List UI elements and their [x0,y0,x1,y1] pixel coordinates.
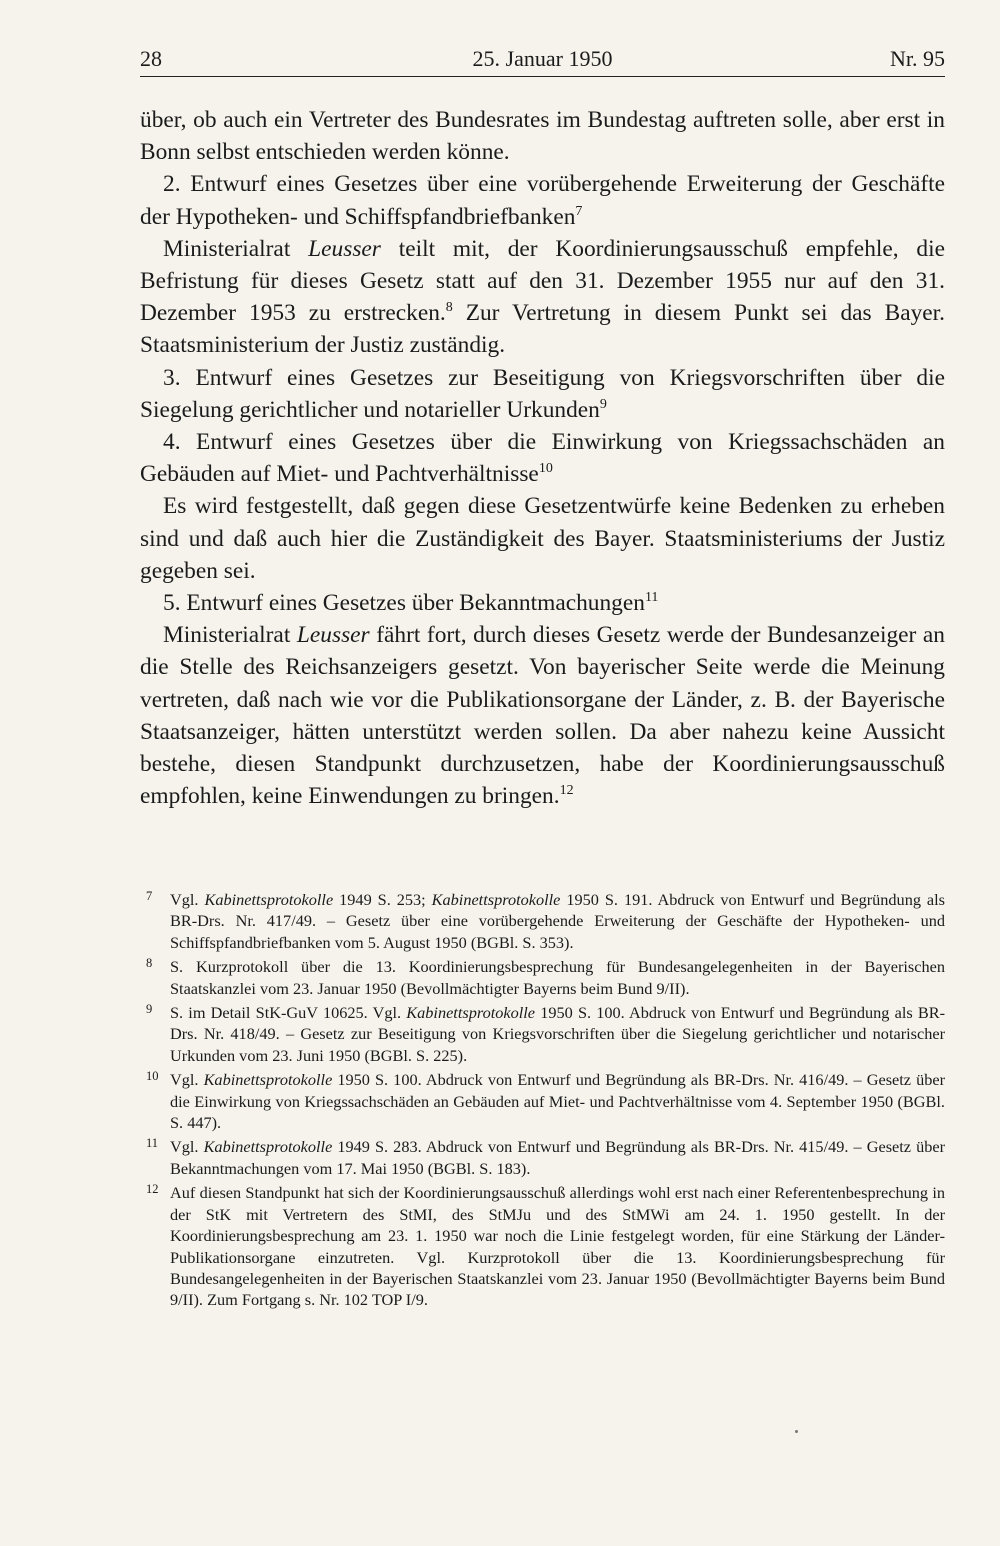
agenda-item-5 [140,587,945,619]
agenda-item-4-text: 4. Entwurf eines Gesetzes über die Einwirkung von Kriegssachschäden an Gebäuden auf Miet- und Pachtverhältnisse [140,429,945,488]
document-number: Nr. 95 [890,46,945,71]
footnote-ref-10[interactable]: 10 [538,461,553,477]
paragraph-text: fährt fort, durch dieses Gesetz werde der Bundesanzeiger an die Stelle des Reichsanzeigers gesetzt. Von bayerischer Seite werde die Meinung vertreten, daß nach wie vor die Publikationsorgane der Länder, z. B. der Bayerische Staatsanzeiger, hätten unterstützt werden sollen. Da aber nahezu keine Aussicht bestehe, diesen Standpunkt durchzusetzen, habe der Koordinierungsausschuß empfohlen, keine Einwendungen zu bringen. [140,622,945,810]
citation-title: Kabinettsprotokolle [406,1003,536,1023]
footnote-text: 1949 S. 253; [333,890,432,909]
footnote-ref-8[interactable]: 8 [445,300,453,316]
agenda-item-5-text: 5. Entwurf eines Gesetzes über Bekanntmachungen [163,590,645,617]
footnote-number: 12 [146,1182,159,1197]
footnote-ref-11[interactable]: 11 [644,590,659,606]
footnote-text: S. im Detail StK-GuV 10625. Vgl. [170,1003,407,1023]
footnote-text: Vgl. [170,890,205,909]
footnote-number: 11 [146,1136,159,1151]
footnote-text: Vgl. [170,1137,204,1157]
main-text [140,104,945,812]
footnote-10 [140,1069,945,1133]
footnote-ref-9[interactable]: 9 [599,396,607,412]
agenda-item-3-text: 3. Entwurf eines Gesetzes zur Beseitigung von Kriegsvorschriften über die Siegelung gerichtlicher und notarieller Urkunden [140,364,945,423]
footnote-number: 10 [146,1069,159,1084]
speaker-name: Leusser [296,622,370,649]
footnote-text: 1950 S. 100. Abdruck von Entwurf und Begründung als BR-Drs. Nr. 418/49. – Gesetz zur Beseitigung von Kriegsvorschriften über die Siegelung gerichtlicher und notarischer Urkunden vom 23. Juni 1950 (BGBl. S. 225). [170,1003,945,1065]
footnote-text: Auf diesen Standpunkt hat sich der Koordinierungsausschuß allerdings wohl erst nach einer Referentenbesprechung in der StK mit Vertretern des StMI, des StMJu und des StMWi am 24. 1. 1950 gestellt. In der Koordinierungsbesprechung am 23. 1. 1950 war noch die Linie festgelegt worden, für eine Stärkung der Länder-Publikationsorgane einzutreten. Vgl. Kurzprotokoll über die 13. Koordinierungsbesprechung für Bundesangelegenheiten in der Bayerischen Staatskanzlei vom 23. Januar 1950 (Bevollmächtigter Bayerns beim Bund 9/II). Zum Fortgang s. Nr. 102 TOP I/9. [170,1183,945,1310]
speaker-name: Leusser [308,235,381,262]
agenda-item-2 [140,168,945,232]
footnote-number: 8 [146,956,153,971]
footnote-8 [140,956,945,999]
citation-title: Kabinettsprotokolle [203,1137,333,1157]
paragraph-leusser-2 [140,619,945,812]
footnote-number: 7 [146,889,153,903]
footnote-number: 9 [146,1002,153,1017]
footnote-12 [140,1182,945,1310]
footnote-text: Vgl. [170,1070,204,1090]
citation-title: Kabinettsprotokolle [203,1070,333,1090]
header-date: 25. Januar 1950 [472,46,613,71]
paragraph-text: teilt mit, der Koordinierungsausschuß empfehle, die Befristung für dieses Gesetz statt auf den 31. Dezember 1955 nur auf den 31. Dezember 1953 zu erstrecken. [140,235,945,327]
footnote-text: 1950 S. 100. Abdruck von Entwurf und Begründung als BR-Drs. Nr. 416/49. – Gesetz über die Einwirkung von Kriegssachschäden an Gebäuden auf Miet- und Pachtverhältnisse vom 4. September 1950 (BGBl. S. 447). [170,1070,945,1133]
footnote-9 [140,1002,945,1066]
footnote-ref-7[interactable]: 7 [575,203,583,219]
footnote-text: S. Kurzprotokoll über die 13. Koordinierungsbesprechung für Bundesangelegenheiten in der Bayerischen Staatskanzlei vom 23. Januar 1950 (Bevollmächtigter Bayerns beim Bund 9/II). [170,957,945,998]
page-number: 28 [140,46,162,71]
citation-title: Kabinettsprotokolle [431,890,561,909]
footnote-ref-12[interactable]: 12 [559,783,574,799]
footnote-text: 1950 S. 191. Abdruck von Entwurf und Begründung als BR-Drs. Nr. 417/49. – Gesetz über eine vorübergehende Erweiterung der Geschäfte der Hypotheken- und Schiffspfandbriefbanken vom 5. August 1950 (BGBl. S. 353). [170,890,946,952]
paragraph-text: Ministerialrat [163,235,309,262]
paragraph-leusser-1 [140,233,945,362]
citation-title: Kabinettsprotokolle [204,890,334,909]
footnote-11 [140,1136,945,1179]
paragraph-continuation: über, ob auch ein Vertreter des Bundesrates im Bundestag auftreten solle, aber erst in Bonn selbst entschieden werden könne. [140,107,945,166]
paper-speck [795,1430,798,1433]
agenda-item-4 [140,426,945,490]
footnote-7 [140,889,945,953]
paragraph-text: Zur Vertretung in diesem Punkt sei das Bayer. Staatsministerium der Justiz zuständig. [140,300,946,359]
paragraph-finding: Es wird festgestellt, daß gegen diese Gesetzentwürfe keine Bedenken zu erheben sind und daß auch hier die Zuständigkeit des Bayer. Staatsministeriums der Justiz gegeben sei. [140,493,945,584]
paragraph-text: Ministerialrat [163,622,297,649]
footnotes-section [140,889,945,1314]
agenda-item-3 [140,362,945,426]
running-header [140,44,945,77]
footnote-text: 1949 S. 283. Abdruck von Entwurf und Begründung als BR-Drs. Nr. 415/49. – Gesetz über Bekanntmachungen vom 17. Mai 1950 (BGBl. S. 183). [170,1137,945,1178]
agenda-item-2-text: 2. Entwurf eines Gesetzes über eine vorübergehende Erweiterung der Geschäfte der Hypotheken- und Schiffspfandbriefbanken [140,171,945,230]
